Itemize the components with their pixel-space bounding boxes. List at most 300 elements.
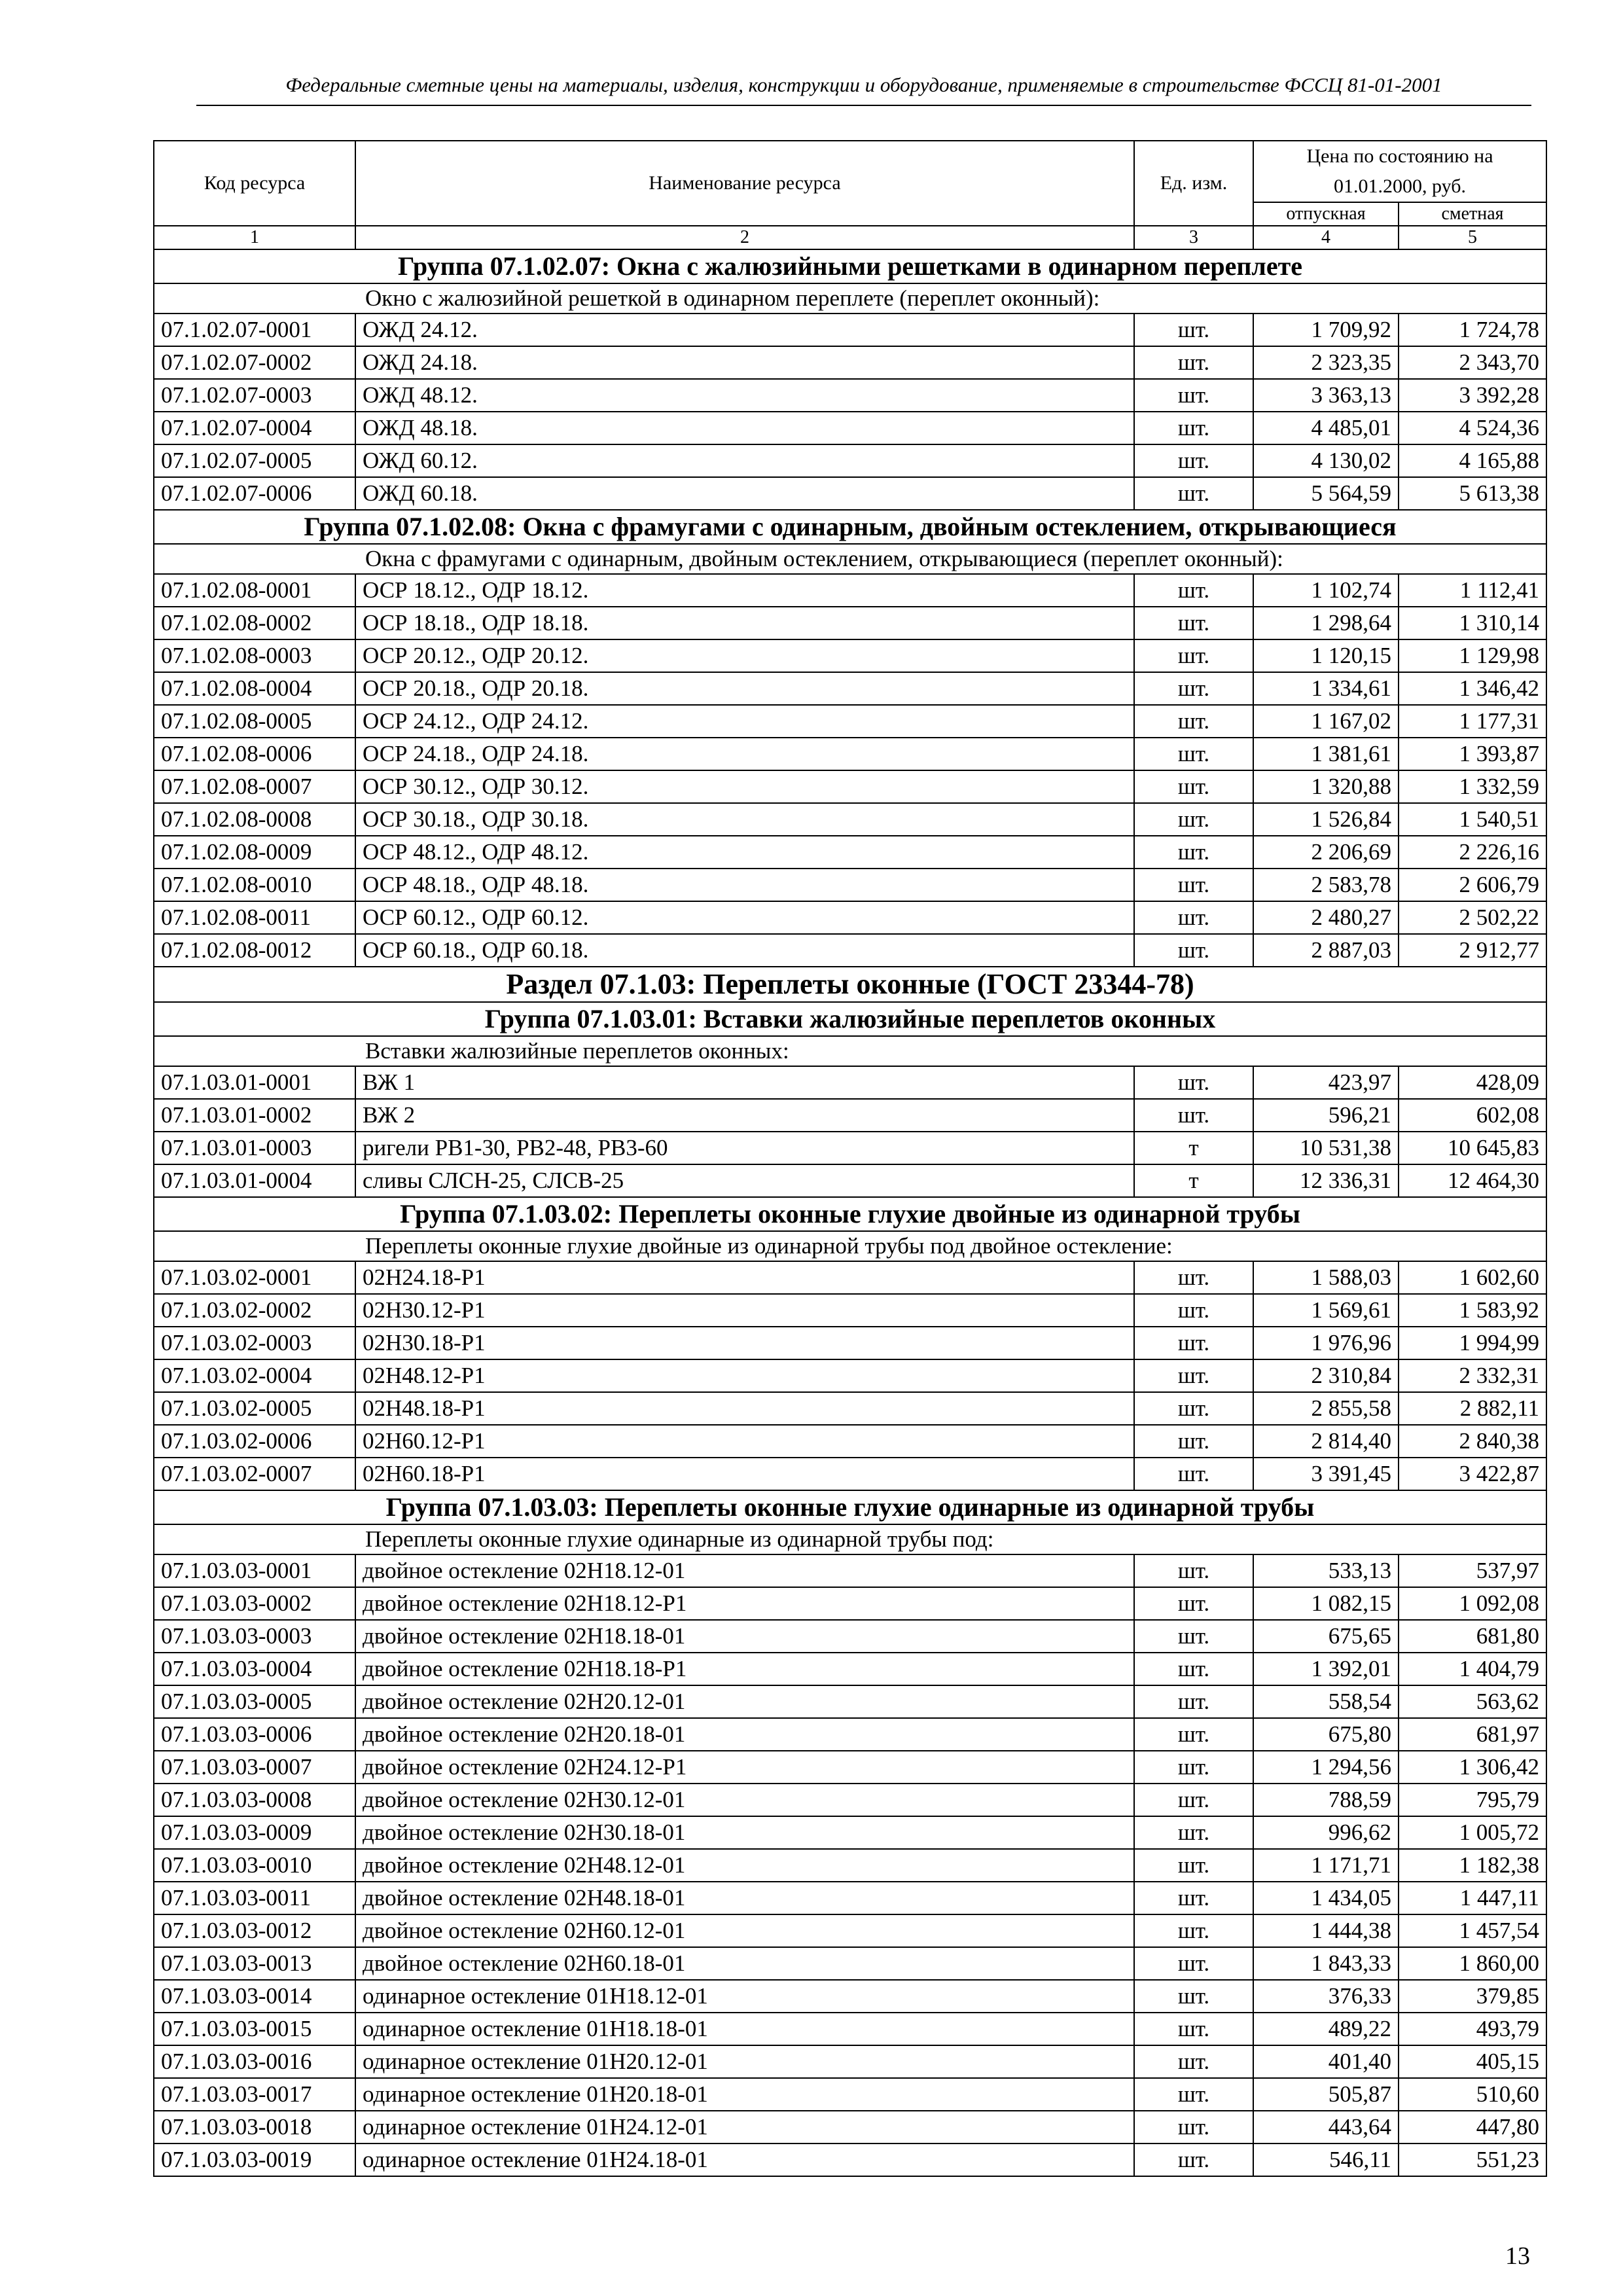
- running-header: Федеральные сметные цены на материалы, изделия, конструкции и оборудование, применяемые в строительстве ФССЦ 81-01-2001: [285, 73, 1442, 96]
- group-title-row: [154, 249, 1546, 283]
- estimate-price: 1 005,72: [1399, 1816, 1546, 1849]
- resource-code: 07.1.02.07-0001: [154, 314, 355, 346]
- release-price: 1 294,56: [1253, 1751, 1399, 1784]
- estimate-price: 1 346,42: [1399, 672, 1546, 705]
- estimate-price: 537,97: [1399, 1554, 1546, 1587]
- unit-cell: шт.: [1134, 803, 1253, 836]
- release-price: 3 363,13: [1253, 379, 1399, 412]
- resource-code: 07.1.03.03-0014: [154, 1980, 355, 2013]
- resource-code: 07.1.03.02-0007: [154, 1458, 355, 1490]
- unit-cell: шт.: [1134, 639, 1253, 672]
- release-price: 1 976,96: [1253, 1327, 1399, 1359]
- resource-code: 07.1.02.08-0004: [154, 672, 355, 705]
- estimate-price: 2 343,70: [1399, 346, 1546, 379]
- estimate-price: 2 502,22: [1399, 901, 1546, 934]
- estimate-price: 447,80: [1399, 2111, 1546, 2144]
- resource-name: ОЖД 24.18.: [355, 346, 1134, 379]
- resource-name: двойное остекление 02Н18.18-Р1: [355, 1653, 1134, 1685]
- unit-cell: шт.: [1134, 1947, 1253, 1980]
- group-title: Группа 07.1.03.02: Переплеты оконные глухие двойные из одинарной трубы: [154, 1197, 1546, 1231]
- release-price: 1 120,15: [1253, 639, 1399, 672]
- resource-code: 07.1.03.03-0016: [154, 2045, 355, 2078]
- table-row: [154, 705, 1546, 738]
- estimate-price: 1 602,60: [1399, 1261, 1546, 1294]
- table-row: [154, 2013, 1546, 2045]
- resource-name: 02Н60.18-Р1: [355, 1458, 1134, 1490]
- resource-name: двойное остекление 02Н18.18-01: [355, 1620, 1134, 1653]
- resource-name: двойное остекление 02Н30.12-01: [355, 1784, 1134, 1816]
- table-row: [154, 1066, 1546, 1099]
- header-code: Код ресурса: [154, 141, 355, 226]
- group-title: Группа 07.1.02.08: Окна с фрамугами с одинарным, двойным остеклением, открывающиеся: [154, 510, 1546, 544]
- estimate-price: 602,08: [1399, 1099, 1546, 1132]
- estimate-price: 2 912,77: [1399, 934, 1546, 967]
- table-row: [154, 1425, 1546, 1458]
- resource-name: ОСР 20.18., ОДР 20.18.: [355, 672, 1134, 705]
- resource-code: 07.1.02.08-0006: [154, 738, 355, 770]
- resource-name: 02Н30.12-Р1: [355, 1294, 1134, 1327]
- unit-cell: шт.: [1134, 1816, 1253, 1849]
- resource-code: 07.1.02.08-0009: [154, 836, 355, 869]
- estimate-price: 681,80: [1399, 1620, 1546, 1653]
- resource-code: 07.1.02.07-0005: [154, 444, 355, 477]
- unit-cell: шт.: [1134, 1751, 1253, 1784]
- estimate-price: 3 422,87: [1399, 1458, 1546, 1490]
- table-row: [154, 1685, 1546, 1718]
- estimate-price: 681,97: [1399, 1718, 1546, 1751]
- table-row: [154, 1164, 1546, 1197]
- resource-name: ОСР 30.18., ОДР 30.18.: [355, 803, 1134, 836]
- estimate-price: 1 112,41: [1399, 574, 1546, 607]
- unit-cell: шт.: [1134, 1294, 1253, 1327]
- estimate-price: 2 840,38: [1399, 1425, 1546, 1458]
- release-price: 2 323,35: [1253, 346, 1399, 379]
- unit-cell: шт.: [1134, 1587, 1253, 1620]
- resource-code: 07.1.02.08-0012: [154, 934, 355, 967]
- release-price: 675,65: [1253, 1620, 1399, 1653]
- resource-code: 07.1.03.03-0017: [154, 2078, 355, 2111]
- table-row: [154, 1784, 1546, 1816]
- table-row: [154, 1294, 1546, 1327]
- resource-code: 07.1.03.02-0003: [154, 1327, 355, 1359]
- resource-name: ОЖД 60.18.: [355, 477, 1134, 510]
- resource-code: 07.1.03.03-0012: [154, 1914, 355, 1947]
- table-row: [154, 1099, 1546, 1132]
- resource-name: двойное остекление 02Н20.18-01: [355, 1718, 1134, 1751]
- estimate-price: 1 182,38: [1399, 1849, 1546, 1882]
- table-row: [154, 2111, 1546, 2144]
- estimate-price: 1 332,59: [1399, 770, 1546, 803]
- resource-name: 02Н30.18-Р1: [355, 1327, 1134, 1359]
- estimate-price: 1 724,78: [1399, 314, 1546, 346]
- estimate-price: 1 129,98: [1399, 639, 1546, 672]
- subheader-row: [154, 1231, 1546, 1261]
- header-release: отпускная: [1253, 202, 1399, 226]
- estimate-price: 2 606,79: [1399, 869, 1546, 901]
- table-row: [154, 1751, 1546, 1784]
- table-row: [154, 901, 1546, 934]
- unit-cell: шт.: [1134, 1099, 1253, 1132]
- unit-cell: шт.: [1134, 705, 1253, 738]
- release-price: 675,80: [1253, 1718, 1399, 1751]
- section-title-row: [154, 967, 1546, 1002]
- table-row: [154, 869, 1546, 901]
- table-row: [154, 1554, 1546, 1587]
- resource-name: 02Н24.18-Р1: [355, 1261, 1134, 1294]
- resource-name: ОСР 60.12., ОДР 60.12.: [355, 901, 1134, 934]
- unit-cell: шт.: [1134, 1914, 1253, 1947]
- release-price: 1 167,02: [1253, 705, 1399, 738]
- resource-code: 07.1.03.02-0001: [154, 1261, 355, 1294]
- release-price: 788,59: [1253, 1784, 1399, 1816]
- subheader: Переплеты оконные глухие двойные из одинарной трубы под двойное остекление:: [154, 1231, 1546, 1261]
- table-row: [154, 477, 1546, 510]
- release-price: 2 480,27: [1253, 901, 1399, 934]
- unit-cell: шт.: [1134, 2144, 1253, 2176]
- estimate-price: 1 583,92: [1399, 1294, 1546, 1327]
- estimate-price: 4 165,88: [1399, 444, 1546, 477]
- release-price: 443,64: [1253, 2111, 1399, 2144]
- table-row: [154, 1718, 1546, 1751]
- estimate-price: 405,15: [1399, 2045, 1546, 2078]
- release-price: 1 171,71: [1253, 1849, 1399, 1882]
- release-price: 423,97: [1253, 1066, 1399, 1099]
- release-price: 3 391,45: [1253, 1458, 1399, 1490]
- release-price: 1 320,88: [1253, 770, 1399, 803]
- unit-cell: шт.: [1134, 1849, 1253, 1882]
- resource-code: 07.1.02.08-0011: [154, 901, 355, 934]
- resource-name: ОСР 48.12., ОДР 48.12.: [355, 836, 1134, 869]
- unit-cell: шт.: [1134, 1685, 1253, 1718]
- estimate-price: 2 226,16: [1399, 836, 1546, 869]
- resource-name: ОЖД 48.18.: [355, 412, 1134, 444]
- release-price: 10 531,38: [1253, 1132, 1399, 1164]
- group-title-row: [154, 510, 1546, 544]
- table-row: [154, 314, 1546, 346]
- resource-code: 07.1.03.03-0018: [154, 2111, 355, 2144]
- release-price: 2 887,03: [1253, 934, 1399, 967]
- release-price: 558,54: [1253, 1685, 1399, 1718]
- resource-name: 02Н60.12-Р1: [355, 1425, 1134, 1458]
- unit-cell: т: [1134, 1164, 1253, 1197]
- header-name: Наименование ресурса: [355, 141, 1134, 226]
- table-row: [154, 672, 1546, 705]
- resource-code: 07.1.02.08-0008: [154, 803, 355, 836]
- resource-code: 07.1.03.03-0003: [154, 1620, 355, 1653]
- release-price: 489,22: [1253, 2013, 1399, 2045]
- unit-cell: шт.: [1134, 477, 1253, 510]
- resource-name: ВЖ 1: [355, 1066, 1134, 1099]
- estimate-price: 1 306,42: [1399, 1751, 1546, 1784]
- table-row: [154, 346, 1546, 379]
- resource-code: 07.1.03.03-0005: [154, 1685, 355, 1718]
- table-row: [154, 934, 1546, 967]
- estimate-price: 2 882,11: [1399, 1392, 1546, 1425]
- unit-cell: шт.: [1134, 1327, 1253, 1359]
- unit-cell: шт.: [1134, 379, 1253, 412]
- resource-name: одинарное остекление 01Н20.12-01: [355, 2045, 1134, 2078]
- estimate-price: 10 645,83: [1399, 1132, 1546, 1164]
- resource-code: 07.1.03.03-0001: [154, 1554, 355, 1587]
- release-price: 1 381,61: [1253, 738, 1399, 770]
- header-rule: [196, 105, 1531, 106]
- estimate-price: 1 092,08: [1399, 1587, 1546, 1620]
- estimate-price: 1 393,87: [1399, 738, 1546, 770]
- estimate-price: 1 994,99: [1399, 1327, 1546, 1359]
- resource-code: 07.1.03.03-0006: [154, 1718, 355, 1751]
- table-row: [154, 2078, 1546, 2111]
- resource-name: одинарное остекление 01Н24.18-01: [355, 2144, 1134, 2176]
- section-title: Раздел 07.1.03: Переплеты оконные (ГОСТ 23344-78): [154, 967, 1546, 1002]
- estimate-price: 1 860,00: [1399, 1947, 1546, 1980]
- unit-cell: шт.: [1134, 869, 1253, 901]
- release-price: 4 485,01: [1253, 412, 1399, 444]
- table-row: [154, 1359, 1546, 1392]
- resource-code: 07.1.03.02-0002: [154, 1294, 355, 1327]
- release-price: 1 588,03: [1253, 1261, 1399, 1294]
- table-row: [154, 1882, 1546, 1914]
- resource-name: ОЖД 24.12.: [355, 314, 1134, 346]
- estimate-price: 551,23: [1399, 2144, 1546, 2176]
- estimate-price: 12 464,30: [1399, 1164, 1546, 1197]
- resource-name: одинарное остекление 01Н18.18-01: [355, 2013, 1134, 2045]
- release-price: 2 583,78: [1253, 869, 1399, 901]
- unit-cell: шт.: [1134, 1653, 1253, 1685]
- resource-name: 02Н48.12-Р1: [355, 1359, 1134, 1392]
- release-price: 1 843,33: [1253, 1947, 1399, 1980]
- release-price: 2 855,58: [1253, 1392, 1399, 1425]
- unit-cell: шт.: [1134, 2013, 1253, 2045]
- subheader: Переплеты оконные глухие одинарные из одинарной трубы под:: [154, 1524, 1546, 1554]
- unit-cell: шт.: [1134, 672, 1253, 705]
- estimate-price: 2 332,31: [1399, 1359, 1546, 1392]
- unit-cell: шт.: [1134, 836, 1253, 869]
- release-price: 4 130,02: [1253, 444, 1399, 477]
- unit-cell: т: [1134, 1132, 1253, 1164]
- resource-name: ОСР 30.12., ОДР 30.12.: [355, 770, 1134, 803]
- resource-name: ригели РВ1-30, РВ2-48, РВ3-60: [355, 1132, 1134, 1164]
- table-row: [154, 1587, 1546, 1620]
- estimate-price: 563,62: [1399, 1685, 1546, 1718]
- unit-cell: шт.: [1134, 346, 1253, 379]
- unit-cell: шт.: [1134, 770, 1253, 803]
- unit-cell: шт.: [1134, 1980, 1253, 2013]
- resource-code: 07.1.02.08-0007: [154, 770, 355, 803]
- resource-name: одинарное остекление 01Н20.18-01: [355, 2078, 1134, 2111]
- release-price: 1 434,05: [1253, 1882, 1399, 1914]
- table-row: [154, 1653, 1546, 1685]
- unit-cell: шт.: [1134, 1392, 1253, 1425]
- group-title-row: [154, 1197, 1546, 1231]
- column-number: 2: [355, 226, 1134, 249]
- release-price: 2 814,40: [1253, 1425, 1399, 1458]
- resource-name: одинарное остекление 01Н24.12-01: [355, 2111, 1134, 2144]
- table-row: [154, 770, 1546, 803]
- table-row: [154, 1132, 1546, 1164]
- release-price: 2 310,84: [1253, 1359, 1399, 1392]
- group-title-row: [154, 1002, 1546, 1036]
- release-price: 2 206,69: [1253, 836, 1399, 869]
- resource-code: 07.1.02.08-0003: [154, 639, 355, 672]
- table-row: [154, 574, 1546, 607]
- subheader: Вставки жалюзийные переплетов оконных:: [154, 1036, 1546, 1066]
- table-row: [154, 1816, 1546, 1849]
- unit-cell: шт.: [1134, 2111, 1253, 2144]
- resource-code: 07.1.02.08-0010: [154, 869, 355, 901]
- release-price: 505,87: [1253, 2078, 1399, 2111]
- resource-name: ВЖ 2: [355, 1099, 1134, 1132]
- group-title: Группа 07.1.03.01: Вставки жалюзийные переплетов оконных: [154, 1002, 1546, 1036]
- resource-name: 02Н48.18-Р1: [355, 1392, 1134, 1425]
- unit-cell: шт.: [1134, 1458, 1253, 1490]
- estimate-price: 1 404,79: [1399, 1653, 1546, 1685]
- resource-code: 07.1.03.03-0013: [154, 1947, 355, 1980]
- release-price: 1 392,01: [1253, 1653, 1399, 1685]
- resource-name: двойное остекление 02Н30.18-01: [355, 1816, 1134, 1849]
- resource-code: 07.1.02.07-0002: [154, 346, 355, 379]
- resource-code: 07.1.02.08-0005: [154, 705, 355, 738]
- release-price: 1 082,15: [1253, 1587, 1399, 1620]
- unit-cell: шт.: [1134, 2078, 1253, 2111]
- resource-code: 07.1.03.03-0004: [154, 1653, 355, 1685]
- resource-name: двойное остекление 02Н18.12-01: [355, 1554, 1134, 1587]
- resource-name: ОСР 18.12., ОДР 18.12.: [355, 574, 1134, 607]
- estimate-price: 1 177,31: [1399, 705, 1546, 738]
- resource-code: 07.1.03.01-0003: [154, 1132, 355, 1164]
- table-row: [154, 1914, 1546, 1947]
- page-number: 13: [1505, 2242, 1530, 2270]
- unit-cell: шт.: [1134, 574, 1253, 607]
- estimate-price: 493,79: [1399, 2013, 1546, 2045]
- table-body: [154, 249, 1546, 2176]
- resource-code: 07.1.03.03-0011: [154, 1882, 355, 1914]
- resource-name: сливы СЛСН-25, СЛСВ-25: [355, 1164, 1134, 1197]
- table-row: [154, 379, 1546, 412]
- unit-cell: шт.: [1134, 1784, 1253, 1816]
- resource-code: 07.1.03.03-0019: [154, 2144, 355, 2176]
- release-price: 1 569,61: [1253, 1294, 1399, 1327]
- release-price: 546,11: [1253, 2144, 1399, 2176]
- subheader-row: [154, 1036, 1546, 1066]
- resource-code: 07.1.03.01-0001: [154, 1066, 355, 1099]
- unit-cell: шт.: [1134, 1425, 1253, 1458]
- header-unit: Ед. изм.: [1134, 141, 1253, 226]
- table-row: [154, 836, 1546, 869]
- estimate-price: 428,09: [1399, 1066, 1546, 1099]
- unit-cell: шт.: [1134, 1620, 1253, 1653]
- unit-cell: шт.: [1134, 1261, 1253, 1294]
- release-price: 1 526,84: [1253, 803, 1399, 836]
- release-price: 1 334,61: [1253, 672, 1399, 705]
- unit-cell: шт.: [1134, 1359, 1253, 1392]
- group-title-row: [154, 1490, 1546, 1524]
- resource-name: двойное остекление 02Н48.12-01: [355, 1849, 1134, 1882]
- resource-name: ОЖД 60.12.: [355, 444, 1134, 477]
- resource-name: двойное остекление 02Н60.12-01: [355, 1914, 1134, 1947]
- table-row: [154, 1392, 1546, 1425]
- column-number: 1: [154, 226, 355, 249]
- release-price: 596,21: [1253, 1099, 1399, 1132]
- resource-code: 07.1.03.03-0015: [154, 2013, 355, 2045]
- estimate-price: 5 613,38: [1399, 477, 1546, 510]
- table-row: [154, 803, 1546, 836]
- unit-cell: шт.: [1134, 1066, 1253, 1099]
- table-row: [154, 1327, 1546, 1359]
- release-price: 533,13: [1253, 1554, 1399, 1587]
- table-row: [154, 444, 1546, 477]
- table-row: [154, 639, 1546, 672]
- unit-cell: шт.: [1134, 1882, 1253, 1914]
- unit-cell: шт.: [1134, 444, 1253, 477]
- resource-code: 07.1.02.07-0004: [154, 412, 355, 444]
- estimate-price: 1 310,14: [1399, 607, 1546, 639]
- release-price: 376,33: [1253, 1980, 1399, 2013]
- table-row: [154, 738, 1546, 770]
- group-title: Группа 07.1.02.07: Окна с жалюзийными решетками в одинарном переплете: [154, 249, 1546, 283]
- resource-code: 07.1.03.01-0004: [154, 1164, 355, 1197]
- estimate-price: 510,60: [1399, 2078, 1546, 2111]
- estimate-price: 379,85: [1399, 1980, 1546, 2013]
- unit-cell: шт.: [1134, 1718, 1253, 1751]
- subheader: Окно с жалюзийной решеткой в одинарном переплете (переплет оконный):: [154, 283, 1546, 314]
- resource-code: 07.1.02.07-0006: [154, 477, 355, 510]
- unit-cell: шт.: [1134, 607, 1253, 639]
- release-price: 5 564,59: [1253, 477, 1399, 510]
- resource-code: 07.1.03.03-0008: [154, 1784, 355, 1816]
- unit-cell: шт.: [1134, 2045, 1253, 2078]
- estimate-price: 795,79: [1399, 1784, 1546, 1816]
- resource-name: двойное остекление 02Н60.18-01: [355, 1947, 1134, 1980]
- estimate-price: 1 540,51: [1399, 803, 1546, 836]
- estimate-price: 4 524,36: [1399, 412, 1546, 444]
- subheader-row: [154, 544, 1546, 574]
- resource-code: 07.1.03.01-0002: [154, 1099, 355, 1132]
- subheader-row: [154, 1524, 1546, 1554]
- table-row: [154, 412, 1546, 444]
- table-row: [154, 1261, 1546, 1294]
- header-price: Цена по состоянию на 01.01.2000, руб.: [1253, 141, 1546, 202]
- resource-code: 07.1.02.08-0002: [154, 607, 355, 639]
- table-row: [154, 1620, 1546, 1653]
- unit-cell: шт.: [1134, 934, 1253, 967]
- resource-name: двойное остекление 02Н20.12-01: [355, 1685, 1134, 1718]
- release-price: 1 102,74: [1253, 574, 1399, 607]
- release-price: 401,40: [1253, 2045, 1399, 2078]
- subheader-row: [154, 283, 1546, 314]
- release-price: 996,62: [1253, 1816, 1399, 1849]
- unit-cell: шт.: [1134, 1554, 1253, 1587]
- header-estimate: сметная: [1399, 202, 1546, 226]
- resource-code: 07.1.02.08-0001: [154, 574, 355, 607]
- resource-name: двойное остекление 02Н18.12-Р1: [355, 1587, 1134, 1620]
- column-number: 4: [1253, 226, 1399, 249]
- table-row: [154, 1980, 1546, 2013]
- table-row: [154, 1947, 1546, 1980]
- estimate-price: 1 457,54: [1399, 1914, 1546, 1947]
- resource-name: одинарное остекление 01Н18.12-01: [355, 1980, 1134, 2013]
- column-number: 3: [1134, 226, 1253, 249]
- resource-name: ОСР 18.18., ОДР 18.18.: [355, 607, 1134, 639]
- resource-name: ОСР 60.18., ОДР 60.18.: [355, 934, 1134, 967]
- column-number: 5: [1399, 226, 1546, 249]
- unit-cell: шт.: [1134, 412, 1253, 444]
- resource-name: ОСР 24.12., ОДР 24.12.: [355, 705, 1134, 738]
- resource-name: ОСР 20.12., ОДР 20.12.: [355, 639, 1134, 672]
- resource-name: двойное остекление 02Н24.12-Р1: [355, 1751, 1134, 1784]
- estimate-price: 1 447,11: [1399, 1882, 1546, 1914]
- table-row: [154, 2045, 1546, 2078]
- release-price: 12 336,31: [1253, 1164, 1399, 1197]
